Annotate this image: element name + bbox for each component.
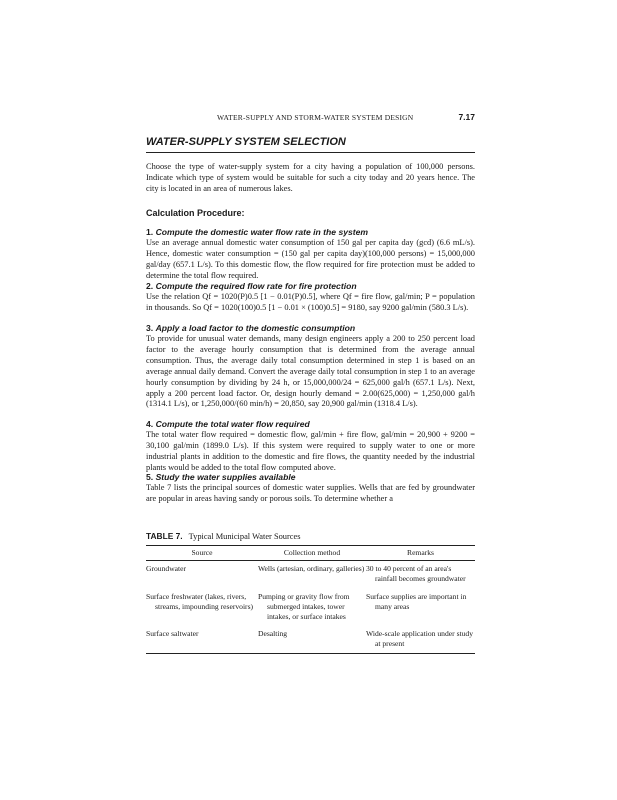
table-label: TABLE 7. [146, 531, 183, 541]
table-row [146, 629, 475, 653]
step-title: Study the water supplies available [155, 472, 296, 482]
step-5 [146, 472, 475, 505]
cell-source: Groundwater [146, 564, 187, 574]
cell-collection-method: Pumping or gravity flow from submerged intakes, tower intakes, or surface intakes [258, 591, 350, 622]
page-number: 7.17 [458, 112, 475, 122]
water-sources-table [146, 545, 475, 654]
step-body: The total water flow required = domestic flow, gal/min + fire flow, gal/min = 20,900 + 9200 = 30,100 gal/min (1899.0 L/s). If this system were required to supply water to one or more industrial plants in addition to the domestic and fire flows, the quantity needed by the industrial plants would be added to the total flow computed above. [146, 430, 475, 472]
header-collection-method: Collection method [258, 546, 366, 561]
problem-statement: Choose the type of water-supply system for a city having a population of 100,000 persons. Indicate which type of system would be suitable for such a city today and 20 years hence. The city is located in an area of numerous lakes. [146, 162, 475, 193]
section-title-rule [146, 152, 475, 153]
cell-remarks: Surface supplies are important in many areas [366, 591, 467, 611]
cell-source: Surface freshwater (lakes, rivers, streams, impounding reservoirs) [146, 591, 254, 611]
section-title: WATER-SUPPLY SYSTEM SELECTION [146, 136, 346, 148]
step-number: 5. [146, 472, 154, 482]
step-number: 1. [146, 227, 154, 237]
step-title: Apply a load factor to the domestic consumption [155, 323, 356, 333]
table-header-row [146, 546, 475, 561]
step-title: Compute the required flow rate for fire protection [155, 281, 357, 291]
step-4 [146, 419, 475, 474]
cell-remarks: Wide-scale application under study at present [366, 629, 474, 649]
running-header [146, 113, 475, 125]
step-title: Compute the total water flow required [155, 419, 310, 429]
step-heading [146, 323, 475, 334]
step-heading [146, 227, 475, 238]
table-row [146, 561, 475, 592]
table-caption [146, 531, 300, 541]
step-heading [146, 281, 475, 292]
step-heading [146, 472, 475, 483]
cell-source: Surface saltwater [146, 629, 199, 639]
step-number: 3. [146, 323, 154, 333]
running-title: WATER-SUPPLY AND STORM-WATER SYSTEM DESIGN [217, 113, 414, 122]
step-3 [146, 323, 475, 410]
step-body: Use the relation Qf = 1020(P)0.5 [1 − 0.01(P)0.5], where Qf = fire flow, gal/min; P = population in thousands. So Qf = 1020(100)0.5 [1 − 0.01 × (100)0.5] = 9180, say 9200 gal/min (580.3 L/s). [146, 292, 475, 312]
step-body: To provide for unusual water demands, many design engineers apply a 200 to 250 percent load factor to the average hourly consumption that is determined from the average annual consumption. Thus, the average daily total consumption determined in step 1 is based on an average annual daily demand. Convert the average daily total consumption in step 1 to an average hourly consumption by dividing by 24 h, or 15,000,000/24 = 625,000 gal/h (657.1 L/s). Next, apply a 200 percent load factor. Or, design hourly demand = 2.00(625,000) = 1,250,000 gal/h (1314.1 L/s), or 1,250,000/(60 min/h) = 20,850, say 20,900 gal/min (1318.4 L/s). [146, 334, 475, 409]
table-caption-text: Typical Municipal Water Sources [188, 532, 301, 541]
step-1 [146, 227, 475, 282]
cell-collection-method: Wells (artesian, ordinary, galleries) [258, 564, 365, 574]
step-title: Compute the domestic water flow rate in the system [155, 227, 369, 237]
step-number: 4. [146, 419, 154, 429]
cell-remarks: 30 to 40 percent of an area's rainfall becomes groundwater [366, 564, 466, 584]
table-row [146, 592, 475, 630]
step-2 [146, 281, 475, 314]
procedure-heading: Calculation Procedure: [146, 208, 245, 218]
cell-collection-method: Desalting [258, 629, 288, 639]
step-body: Table 7 lists the principal sources of domestic water supplies. Wells that are fed by groundwater are popular in areas having sandy or porous soils. To determine whether a [146, 483, 475, 503]
step-heading [146, 419, 475, 430]
header-remarks: Remarks [366, 546, 475, 561]
step-body: Use an average annual domestic water consumption of 150 gal per capita day (gcd) (6.6 mL/s). Hence, domestic water consumption = (150 gal per capita day)(100,000 persons) = 15,000,000 gal/day (657.1 L/s). To this domestic flow, the flow required for fire protection must be added to determine the total flow required. [146, 238, 475, 280]
step-number: 2. [146, 281, 154, 291]
header-source: Source [146, 546, 258, 561]
